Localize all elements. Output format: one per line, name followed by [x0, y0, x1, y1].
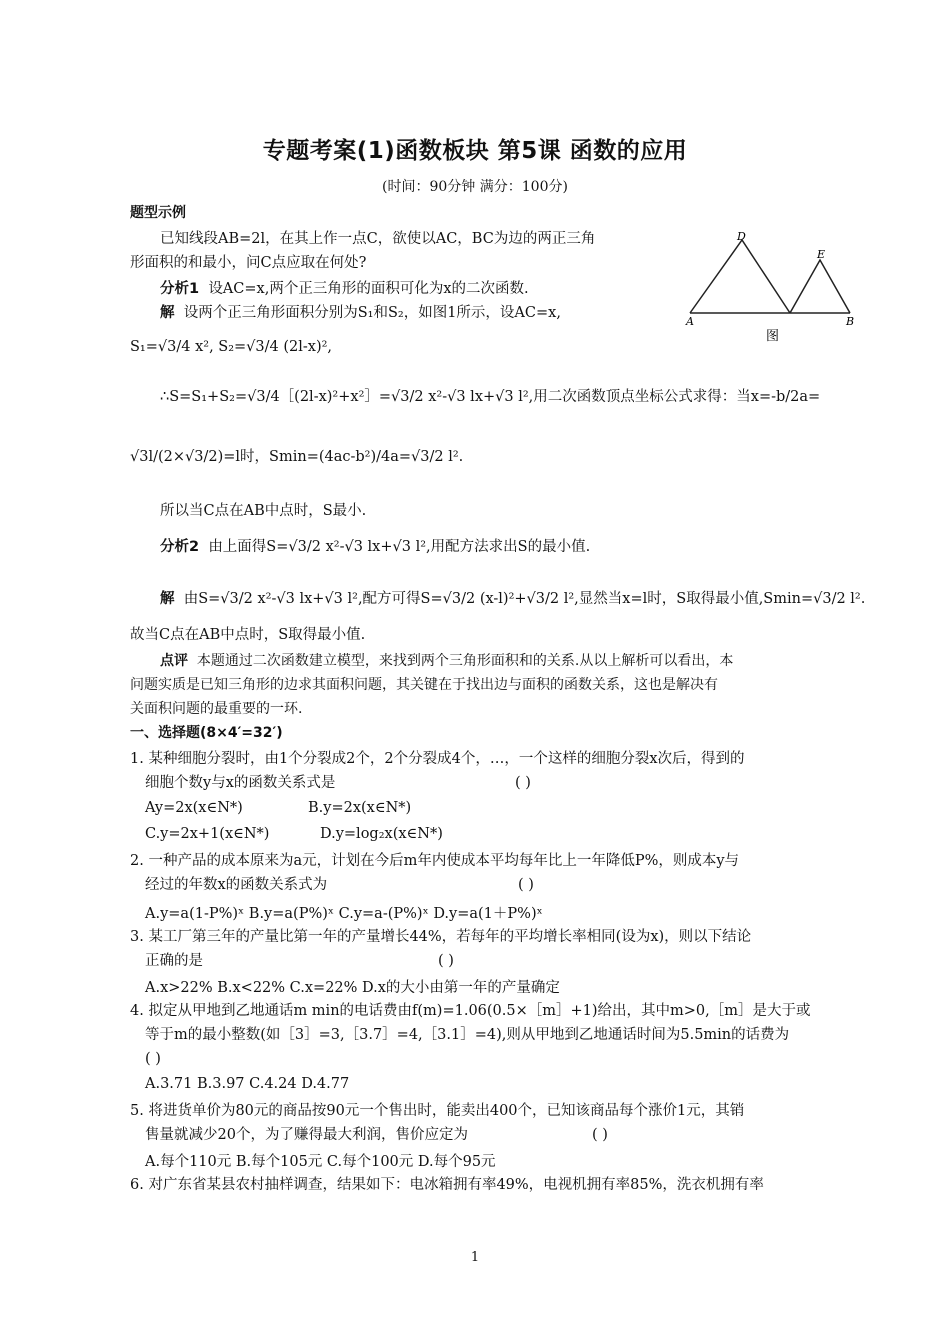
- solution-2: [160, 588, 865, 610]
- q3-line-1: 3. 某工厂第三年的产量比第一年的产量增长44%，若每年的平均增长率相同(设为x)，则以下结论: [130, 929, 752, 945]
- s-definitions: S₁=√3/4 x², S₂=√3/4 (2l-x)²,: [130, 339, 333, 355]
- label-e: E: [817, 248, 826, 261]
- solution-2-label: 解: [160, 591, 175, 607]
- label-b: B: [846, 315, 855, 328]
- q3-line-2: 正确的是: [145, 953, 203, 969]
- s-sum-line: ∴S=S₁+S₂=√3/4［(2l-x)²+x²］=√3/2 x²-√3 lx+√3 l²,用二次函数顶点坐标公式求得：当x=-b/2a=: [160, 389, 821, 405]
- solution-2-text: 由S=√3/2 x²-√3 lx+√3 l²,配方可得S=√3/2 (x-l)²+√3/2 l²,显然当x=l时，S取得最小值,Smin=√3/2 l².: [183, 591, 866, 607]
- conclusion-2: 故当C点在AB中点时，S取得最小值.: [130, 627, 366, 643]
- q2-line-1: 2. 一种产品的成本原来为a元，计划在今后m年内使成本平均每年比上一年降低P%，则成本y与: [130, 853, 740, 869]
- q1-line-2: 细胞个数y与x的函数关系式是: [145, 775, 336, 791]
- comment-line-1: [160, 650, 733, 672]
- comment-line-3: 关面积问题的最重要的一环.: [130, 701, 303, 717]
- q1-option-a: Ay=2x(x∈N*): [145, 800, 243, 816]
- analysis-2-label: 分析2: [160, 539, 200, 555]
- problem-line-1: 已知线段AB=2l，在其上作一点C，欲使以AC，BC为边的两正三角: [160, 231, 596, 247]
- q4-options: A.3.71 B.3.97 C.4.24 D.4.77: [145, 1076, 350, 1092]
- q4-answer-bracket: ( ): [145, 1051, 161, 1067]
- conclusion-1: 所以当C点在AB中点时，S最小.: [160, 503, 367, 519]
- q4-line-2: 等于m的最小整数(如［3］=3,［3.7］=4,［3.1］=4),则从甲地到乙地通话时间为5.5min的话费为: [145, 1027, 790, 1043]
- comment-label: 点评: [160, 653, 188, 669]
- triangle-cbe: [790, 260, 850, 313]
- q1-option-b: B.y=2x(x∈N*): [308, 800, 412, 816]
- q1-option-c: C.y=2x+1(x∈N*): [145, 826, 270, 842]
- comment-text-1: 本题通过二次函数建立模型，来找到两个三角形面积和的关系.从以上解析可以看出，本: [196, 653, 734, 669]
- comment-line-2: 问题实质是已知三角形的边求其面积问题，其关键在于找出边与面积的函数关系，这也是解决有: [130, 677, 718, 693]
- solution-1-text: 设两个正三角形面积分别为S₁和S₂，如图1所示，设AC=x,: [183, 305, 561, 321]
- analysis-1-text: 设AC=x,两个正三角形的面积可化为x的二次函数.: [208, 281, 529, 297]
- problem-line-2: 形面积的和最小，问C点应取在何处?: [130, 255, 367, 271]
- q5-options: A.每个110元 B.每个105元 C.每个100元 D.每个95元: [145, 1154, 496, 1170]
- section-example-heading: 题型示例: [130, 205, 186, 221]
- q1-option-d: D.y=log₂x(x∈N*): [320, 826, 443, 842]
- solution-1-label: 解: [160, 305, 175, 321]
- analysis-2: [160, 536, 590, 558]
- figure-caption: 图: [766, 329, 780, 344]
- page-title: 专题考案(1)函数板块 第5课 函数的应用: [262, 138, 688, 164]
- q3-answer-bracket: ( ): [438, 953, 454, 969]
- q1-line-1: 1. 某种细胞分裂时，由1个分裂成2个，2个分裂成4个，…，一个这样的细胞分裂x次后，得到的: [130, 751, 745, 767]
- solution-1: [160, 302, 561, 324]
- q5-line-1: 5. 将进货单价为80元的商品按90元一个售出时，能卖出400个，已知该商品每个涨价1元，其销: [130, 1103, 745, 1119]
- page-subtitle: (时间：90分钟 满分：100分): [382, 179, 568, 195]
- q6-line-1: 6. 对广东省某县农村抽样调查，结果如下：电冰箱拥有率49%，电视机拥有率85%，洗衣机拥有率: [130, 1177, 764, 1193]
- section-1-heading: 一、选择题(8×4′=32′): [130, 725, 283, 741]
- q2-answer-bracket: ( ): [518, 877, 534, 893]
- page-number: 1: [470, 1250, 480, 1265]
- analysis-1-label: 分析1: [160, 281, 200, 297]
- triangle-acd: [690, 240, 790, 313]
- analysis-1: [160, 278, 529, 300]
- q2-options: A.y=a(1-P%)ˣ B.y=a(P%)ˣ C.y=a-(P%)ˣ D.y=a(1＋P%)ˣ: [145, 906, 543, 922]
- q5-line-2: 售量就减少20个，为了赚得最大利润，售价应定为: [145, 1127, 468, 1143]
- analysis-2-text: 由上面得S=√3/2 x²-√3 lx+√3 l²,用配方法求出S的最小值.: [208, 539, 591, 555]
- triangles-figure: [680, 228, 860, 353]
- q4-line-1: 4. 拟定从甲地到乙地通话m min的电话费由f(m)=1.06(0.5×［m］+1)给出，其中m>0,［m］是大于或: [130, 1003, 811, 1019]
- q2-line-2: 经过的年数x的函数关系式为: [145, 877, 328, 893]
- q3-options: A.x>22% B.x<22% C.x=22% D.x的大小由第一年的产量确定: [145, 980, 560, 996]
- label-a: A: [686, 315, 694, 328]
- q1-answer-bracket: ( ): [515, 775, 531, 791]
- q5-answer-bracket: ( ): [592, 1127, 608, 1143]
- label-d: D: [737, 230, 746, 243]
- vertex-line: √3l/(2×√3/2)=l时，Smin=(4ac-b²)/4a=√3/2 l².: [130, 449, 464, 465]
